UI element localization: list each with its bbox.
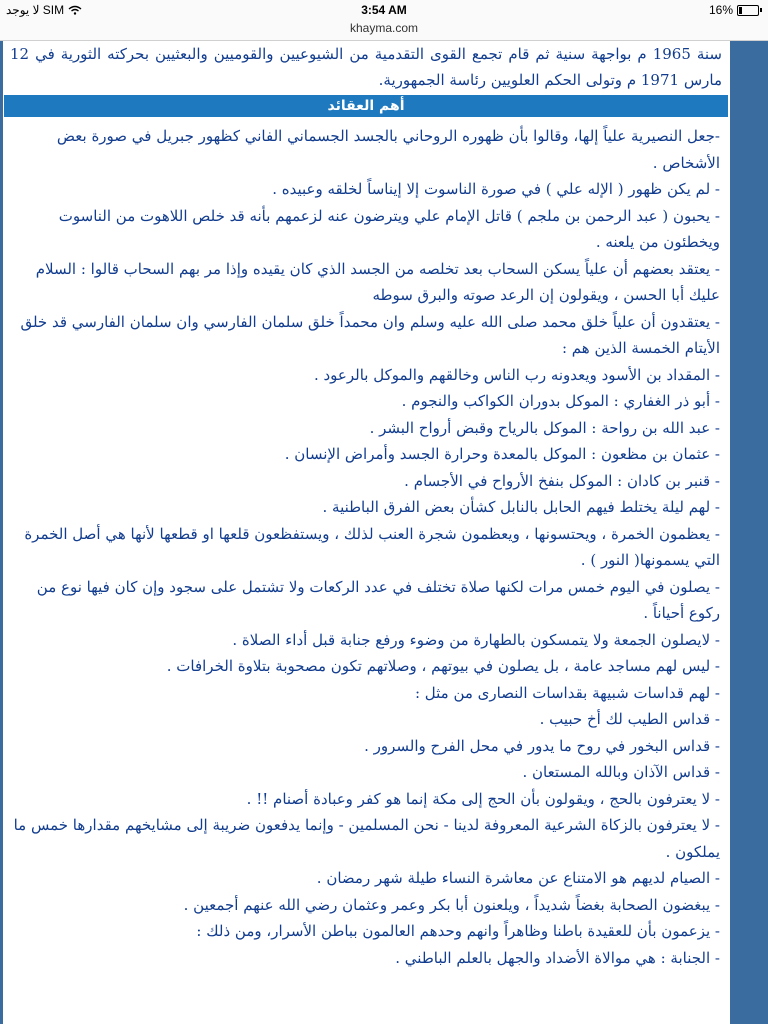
battery-percent: 16% xyxy=(708,3,733,17)
list-item: - يعتقدون أن علياً خلق محمد صلى الله عليه وسلم وان محمداً خلق سلمان الفارسي وان سلمان الفارسي قد خلق الأيتام الخمسة الذين هم : xyxy=(20,312,720,357)
list-item: - يحبون ( عبد الرحمن بن ملجم ) قاتل الإمام علي ويترضون عنه لزعمهم بأنه قد خلص اللاهوت من الناسوت ويخطئون من يلعنه . xyxy=(58,206,720,251)
carrier-label: لا يوجد SIM xyxy=(6,3,65,17)
battery-tip xyxy=(760,8,762,12)
list-item: - الصيام لديهم هو الامتناع عن معاشرة النساء طيلة شهر رمضان . xyxy=(316,869,720,887)
list-item: - يزعمون بأن للعقيدة باطنا وظاهراً وانهم وحدهم العالمون بباطن الأسرار، ومن ذلك : xyxy=(196,922,720,940)
list-item: - يبغضون الصحابة بغضاً شديداً ، ويلعنون أبا بكر وعمر وعثمان رضي الله عنهم أجمعين . xyxy=(183,895,720,914)
list-item: - لم يكن ظهور ( الإله علي ) في صورة الناسوت إلا إيناساً لخلقه وعبيده . xyxy=(272,180,720,198)
right-side-bar xyxy=(730,41,768,1024)
list-item: - لايصلون الجمعة ولا يتمسكون بالطهارة من وضوء ورفع جنابة قبل أداء الصلاة . xyxy=(232,630,720,649)
section-header: أهم العقائد xyxy=(4,95,728,117)
list-item: - لا يعترفون بالحج ، ويقولون بأن الحج إلى مكة إنما هو كفر وعبادة أصنام !! . xyxy=(246,789,720,808)
status-bar xyxy=(0,0,768,20)
list-item: - الجنابة : هي موالاة الأضداد والجهل بالعلم الباطني . xyxy=(395,948,720,967)
list-item: - أبو ذر الغفاري : الموكل بدوران الكواكب والنجوم . xyxy=(401,392,720,410)
list-item: - لا يعترفون بالزكاة الشرعية المعروفة لدينا - نحن المسلمين - وإنما يدفعون ضريبة إلى مشايخهم مقدارها خمس ما يملكون . xyxy=(13,816,720,861)
list-item: - قداس الآذان وبالله المستعان . xyxy=(522,763,720,781)
address-text[interactable]: khayma.com xyxy=(349,21,419,35)
list-item: - لهم ليلة يختلط فيهم الحابل بالنابل كشأن بعض الفرق الباطنية . xyxy=(322,498,720,516)
intro-paragraph: سنة 1965 م بواجهة سنية ثم قام تجمع القوى التقدمية من الشيوعيين والقوميين والبعثيين بحركته الثورية في 12 مارس 1971 م وتولى الحكم العلويين رئاسة الجمهورية. xyxy=(10,45,722,89)
article-content xyxy=(4,41,728,1024)
list-item: - قداس الطيب لك أخ حبيب . xyxy=(539,710,720,728)
clock: 3:54 AM xyxy=(361,3,407,17)
list-item: - ليس لهم مساجد عامة ، بل يصلون في بيوتهم ، وصلاتهم تكون مصحوبة بتلاوة الخرافات . xyxy=(166,657,720,675)
address-bar[interactable] xyxy=(0,20,768,41)
beliefs-list xyxy=(4,123,728,971)
list-item: - يصلون في اليوم خمس مرات لكنها صلاة تختلف في عدد الركعات ولا تشتمل على سجود وإن كان فيها نوع من ركوع أحياناً . xyxy=(36,577,720,622)
list-item: - يعتقد بعضهم أن علياً يسكن السحاب بعد تخلصه من الجسد الذي كان يقيده وإذا مر بهم السحاب قالوا : السلام عليك أبا الحسن ، ويقولون إن الرعد صوته والبرق سوطه xyxy=(35,259,720,304)
list-item: - عبد الله بن رواحة : الموكل بالرياح وقبض أرواح البشر . xyxy=(369,418,720,437)
left-edge-bar xyxy=(0,41,3,1024)
status-right xyxy=(709,3,762,17)
list-item: - يعظمون الخمرة ، ويحتسونها ، ويعظمون شجرة العنب لذلك ، ويستفظعون قلعها او قطعها لأنها هي أصل الخمرة التي يسمونها( النور ) . xyxy=(24,524,720,569)
list-item: - قنبر بن كادان : الموكل بنفخ الأرواح في الأجسام . xyxy=(404,471,720,490)
list-item: - عثمان بن مظعون : الموكل بالمعدة وحرارة الجسد وأمراض الإنسان . xyxy=(284,445,720,463)
list-item: - المقداد بن الأسود ويعدونه رب الناس وخالقهم والموكل بالرعود . xyxy=(313,365,720,384)
list-item: - قداس البخور في روح ما يدور في محل الفرح والسرور . xyxy=(364,736,720,755)
battery-fill xyxy=(739,7,742,14)
battery-icon xyxy=(737,5,759,16)
list-item: -جعل النصيرية علياً إلها، وقالوا بأن ظهوره الروحاني بالجسد الجسماني الفاني كظهور جبريل في صورة بعض الأشخاص . xyxy=(56,127,720,172)
list-item: - لهم قداسات شبيهة بقداسات النصارى من مثل : xyxy=(414,683,720,702)
